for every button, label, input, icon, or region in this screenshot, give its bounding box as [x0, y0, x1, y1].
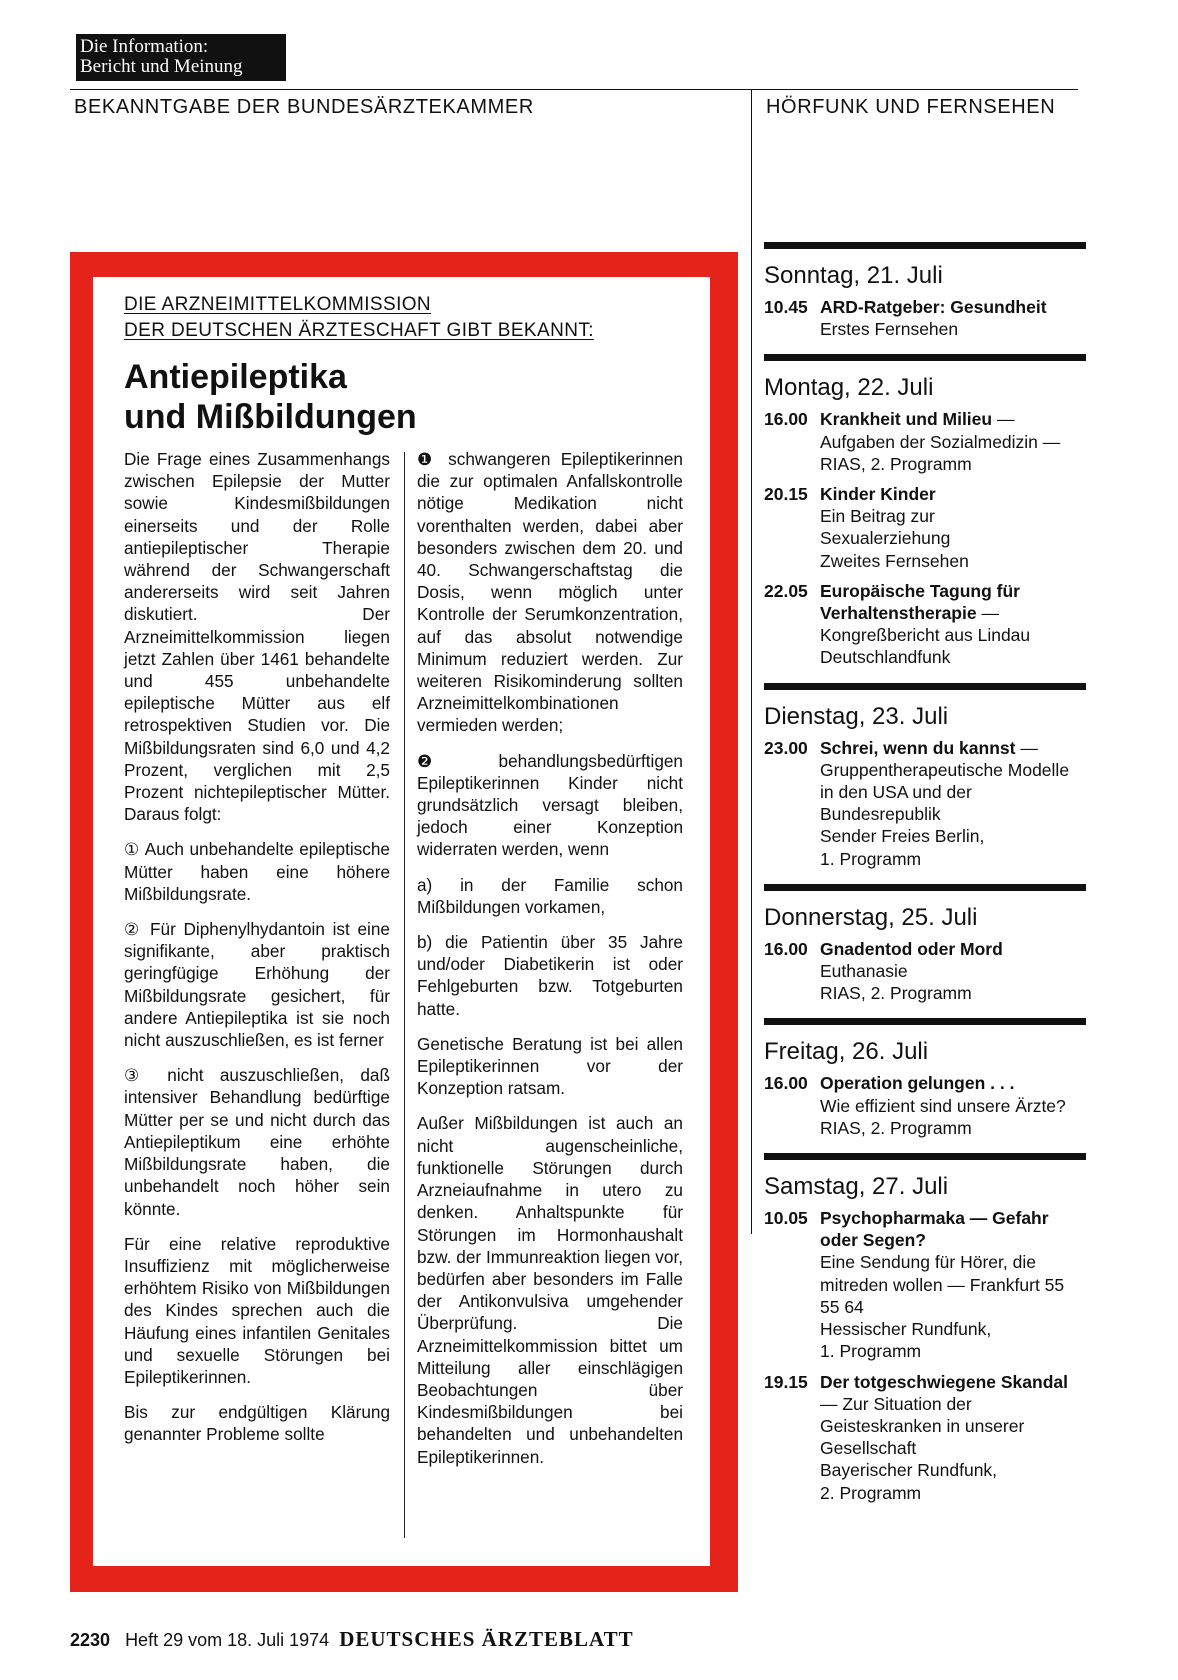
schedule-day	[764, 683, 1086, 884]
paragraph: Für eine relative reproduktive Insuffizienz mit möglicherweise erhöhtem Risiko von Mißbildungen des Kindes sprechen auch die Häufung eines infantilen Genitales und sexuelle Störungen bei Epileptikerinnen.	[124, 1233, 390, 1387]
paragraph: ③ nicht auszuschließen, daß intensiver Behandlung bedürftige Mütter per se und nicht durch das Antiepileptikum eine erhöhte Mißbildungsrate haben, die unbehandelt noch höher sein könnte.	[124, 1065, 390, 1219]
paragraph: Genetische Beratung ist bei allen Epileptikerinnen vor der Konzeption ratsam.	[417, 1033, 683, 1099]
program-title: Psychopharmaka — Gefahr oder Segen?	[820, 1208, 1049, 1251]
program-info-line: Sexualerziehung	[820, 528, 951, 549]
broadcast-entry	[764, 296, 1086, 340]
schedule-day	[764, 1018, 1086, 1153]
broadcast-time: 19.15	[764, 1371, 808, 1392]
header-right: HÖRFUNK UND FERNSEHEN	[766, 96, 1056, 118]
paragraph: ① Auch unbehandelte epileptische Mütter haben eine höhere Mißbildungsrate.	[124, 839, 390, 904]
broadcast-details	[820, 408, 1086, 475]
program-subtitle: — Zur Situation der Geisteskranken in unserer Gesellschaft	[820, 1393, 1025, 1459]
paragraph: ❶ schwangeren Epileptikerinnen die zur optimalen Anfallskontrolle nötige Medikation nicht vorenthalten werden, dabei aber besonders zwischen dem 20. und 40. Schwangerschaftstag die Dosis, wenn möglich unter Kontrolle der Serumkonzentration, auf das absolut notwendige Minimum reduziert werden. Zur weiteren Risikominderung sollten Arzneimittelkombinationen vermieden werden;	[417, 449, 683, 736]
paragraph: Bis zur endgültigen Klärung genannter Probleme sollte	[124, 1402, 390, 1445]
day-divider-bar	[764, 1018, 1086, 1025]
program-info-line: Sender Freies Berlin,	[820, 826, 985, 847]
program-info-line: Wie effizient sind unsere Ärzte?	[820, 1095, 1066, 1116]
program-subtitle: — Aufgaben der Sozialmedizin —	[820, 409, 1061, 452]
broadcast-schedule	[764, 242, 1086, 1518]
program-info-line: Bayerischer Rundfunk,	[820, 1460, 998, 1481]
broadcast-details	[820, 1207, 1086, 1362]
broadcast-details	[820, 483, 1086, 572]
schedule-day	[764, 354, 1086, 682]
broadcast-time: 16.00	[764, 409, 808, 430]
broadcast-time: 23.00	[764, 737, 808, 758]
broadcast-details	[820, 1072, 1086, 1139]
day-divider-bar	[764, 242, 1086, 249]
issue-info: Heft 29 vom 18. Juli 1974	[125, 1630, 330, 1650]
program-info-line: Gruppentherapeutische Modelle in den USA und der Bundesrepublik	[820, 759, 1070, 825]
program-subtitle: —	[1015, 737, 1038, 758]
day-heading: Montag, 22. Juli	[764, 374, 934, 402]
program-info-line: RIAS, 2. Programm	[820, 983, 972, 1004]
section-tag-line1: Die Information:	[80, 36, 209, 57]
kicker-line1: DIE ARZNEIMITTELKOMMISSION	[124, 294, 432, 315]
day-heading: Sonntag, 21. Juli	[764, 262, 943, 289]
title-line1: Antiepileptika	[124, 358, 347, 396]
broadcast-time: 10.05	[764, 1208, 808, 1229]
program-title: Gnadentod oder Mord	[820, 938, 1003, 959]
program-title: Schrei, wenn du kannst	[820, 737, 1016, 758]
broadcast-details	[820, 938, 1086, 1005]
program-info-line: RIAS, 2. Programm	[820, 453, 972, 474]
day-divider-bar	[764, 354, 1086, 361]
title-line2: und Mißbildungen	[124, 398, 417, 436]
broadcast-entry	[764, 1207, 1086, 1362]
program-info-line: Hessischer Rundfunk,	[820, 1319, 992, 1340]
broadcast-time: 16.00	[764, 1073, 808, 1094]
program-title: Kinder Kinder	[820, 484, 936, 505]
program-info-line: 1. Programm	[820, 1341, 922, 1362]
day-heading: Samstag, 27. Juli	[764, 1173, 949, 1201]
schedule-day	[764, 884, 1086, 1019]
broadcast-entry	[764, 1371, 1086, 1504]
section-tag	[76, 34, 286, 81]
day-heading: Donnerstag, 25. Juli	[764, 903, 978, 931]
broadcast-details	[820, 580, 1086, 669]
program-title: Krankheit und Milieu	[820, 409, 993, 430]
program-info-line: Erstes Fernsehen	[820, 319, 959, 340]
program-title: Europäische Tagung für Verhaltenstherapie	[820, 580, 1020, 624]
program-info-line: 1. Programm	[820, 848, 922, 869]
program-info-line: Deutschlandfunk	[820, 647, 951, 668]
program-info-line: Zweites Fernsehen	[820, 550, 969, 571]
broadcast-time: 22.05	[764, 580, 808, 601]
article-column-rule	[404, 452, 405, 1538]
broadcast-details	[820, 1371, 1086, 1504]
broadcast-entry	[764, 737, 1086, 870]
program-info-line: Euthanasie	[820, 961, 908, 982]
day-heading: Dienstag, 23. Juli	[764, 702, 949, 730]
magazine-name: DEUTSCHES ÄRZTEBLATT	[339, 1627, 634, 1651]
broadcast-entry	[764, 483, 1086, 572]
broadcast-entry	[764, 408, 1086, 475]
header-left: BEKANNTGABE DER BUNDESÄRZTEKAMMER	[74, 96, 534, 118]
paragraph: Die Frage eines Zusammenhangs zwischen Epilepsie der Mutter sowie Kindesmißbildungen einerseits und der Rolle antiepileptischer Therapie während der Schwangerschaft andererseits wird seit Jahren diskutiert. Der Arzneimittelkommission liegen jetzt Zahlen über 1461 behandelte und 455 unbehandelte epileptische Mütter aus elf retrospektiven Studien vor. Die Mißbildungsraten sind 6,0 und 4,2 Prozent, verglichen mit 2,5 Prozent nichtepileptischer Mütter. Daraus folgt:	[124, 449, 390, 825]
article-column-left	[124, 448, 390, 1459]
page-footer	[70, 1628, 634, 1651]
page-number: 2230	[70, 1630, 111, 1650]
program-title: Operation gelungen . . .	[820, 1073, 1015, 1094]
broadcast-entry	[764, 1072, 1086, 1139]
paragraph: a) in der Familie schon Mißbildungen vorkamen,	[417, 874, 683, 917]
program-info-line: Kongreßbericht aus Lindau	[820, 625, 1031, 646]
day-divider-bar	[764, 884, 1086, 891]
broadcast-time: 20.15	[764, 484, 808, 505]
header-rule	[70, 89, 1078, 90]
broadcast-time: 16.00	[764, 938, 808, 959]
article-title	[124, 357, 417, 437]
broadcast-entry	[764, 938, 1086, 1005]
broadcast-time: 10.45	[764, 297, 808, 317]
section-tag-line2: Bericht und Meinung	[80, 56, 243, 77]
broadcast-details	[820, 296, 1086, 340]
day-divider-bar	[764, 1153, 1086, 1160]
paragraph: b) die Patientin über 35 Jahre und/oder Diabetikerin ist oder Fehlgeburten bzw. Totgeburten hatte.	[417, 932, 683, 1019]
paragraph: Außer Mißbildungen ist auch an nicht augenscheinliche, funktionelle Störungen durch Arzneiaufnahme in utero zu denken. Anhaltspunkte für Störungen im Hormonhaushalt bzw. der Immunreaktion liegen vor, bedürfen aber besonders im Falle der Antikonvulsiva umgehender Überprüfung. Die Arzneimittelkommission bittet um Mitteilung aller einschlägigen Beobachtungen über Kindesmißbildungen bei behandelten und unbehandelten Epileptikerinnen.	[417, 1113, 683, 1467]
program-title: ARD-Ratgeber: Gesundheit	[820, 297, 1047, 317]
day-heading: Freitag, 26. Juli	[764, 1038, 929, 1066]
day-divider-bar	[764, 683, 1086, 690]
program-info-line: Eine Sendung für Hörer, die mitreden wollen — Frankfurt 55 55 64	[820, 1252, 1065, 1317]
program-title: Der totgeschwiegene Skandal	[820, 1371, 1068, 1392]
paragraph: ② Für Diphenylhydantoin ist eine signifikante, aber praktisch geringfügige Erhöhung der Mißbildungsrate gesichert, für andere Antiepileptika ist sie noch nicht auszuschließen, es ist ferner	[124, 919, 390, 1051]
program-info-line: 2. Programm	[820, 1482, 922, 1503]
paragraph: ❷ behandlungsbedürftigen Epileptikerinnen Kinder nicht grundsätzlich versagt bleiben, jedoch einer Konzeption widerraten werden, wenn	[417, 750, 683, 860]
schedule-day	[764, 242, 1086, 354]
article-column-right	[417, 448, 683, 1481]
broadcast-entry	[764, 580, 1086, 669]
kicker-line2: DER DEUTSCHEN ÄRZTESCHAFT GIBT BEKANNT:	[124, 320, 594, 341]
program-info-line: RIAS, 2. Programm	[820, 1117, 972, 1138]
column-divider	[751, 89, 752, 1234]
program-subtitle: —	[976, 603, 999, 624]
article-kicker	[124, 292, 594, 344]
program-info-line: Ein Beitrag zur	[820, 506, 935, 527]
schedule-day	[764, 1153, 1086, 1518]
broadcast-details	[820, 737, 1086, 870]
